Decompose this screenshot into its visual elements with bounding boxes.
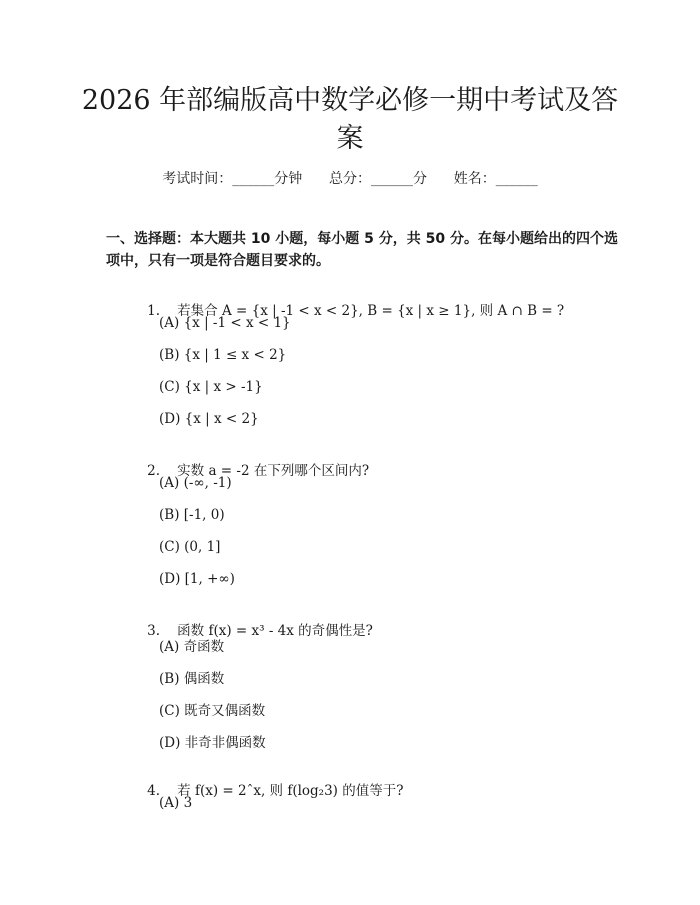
exam-meta-line: 考试时间：______分钟 总分：______分 姓名：______: [162, 171, 538, 187]
question-stem: 若集合 A = {x | -1 < x < 2}, B = {x | x ≥ 1}, 则 A ∩ B = ?: [177, 303, 565, 319]
exam-title: [80, 82, 620, 158]
q3-option-d: (D) 非奇非偶函数: [159, 735, 266, 751]
q1-option-b: (B) {x | 1 ≤ x < 2}: [159, 347, 287, 363]
question-stem: 函数 f(x) = x³ - 4x 的奇偶性是?: [177, 623, 373, 639]
question-number: 2.: [147, 463, 161, 479]
title-line-1: 2026 年部编版高中数学必修一期中考试及答: [81, 85, 619, 116]
question-stem: 若 f(x) = 2ˆx, 则 f(log₂3) 的值等于?: [177, 783, 404, 799]
q1-option-a: (A) {x | -1 < x < 1}: [159, 315, 291, 331]
title-line-2: 案: [336, 123, 364, 154]
question-number: 3.: [147, 623, 161, 639]
question-stem: 实数 a = -2 在下列哪个区间内?: [177, 463, 370, 479]
q4-option-a: (A) 3: [159, 795, 193, 811]
q2-option-c: (C) (0, 1]: [159, 539, 221, 555]
q1-option-c: (C) {x | x > -1}: [159, 379, 263, 395]
q3-option-b: (B) 偶函数: [159, 671, 225, 687]
q2-option-a: (A) (-∞, -1): [159, 475, 232, 491]
q1-option-d: (D) {x | x < 2}: [159, 411, 259, 427]
section-heading: 一、选择题：本大题共 10 小题，每小题 5 分，共 50 分。在每小题给出的四个选项中，只有一项是符合题目要求的。: [106, 231, 618, 269]
q2-option-d: (D) [1, +∞): [159, 571, 235, 587]
question-number: 1.: [147, 303, 161, 319]
question-number: 4.: [147, 783, 161, 799]
q2-option-b: (B) [-1, 0): [159, 507, 225, 523]
q3-option-a: (A) 奇函数: [159, 639, 225, 655]
q3-option-c: (C) 既奇又偶函数: [159, 703, 266, 719]
